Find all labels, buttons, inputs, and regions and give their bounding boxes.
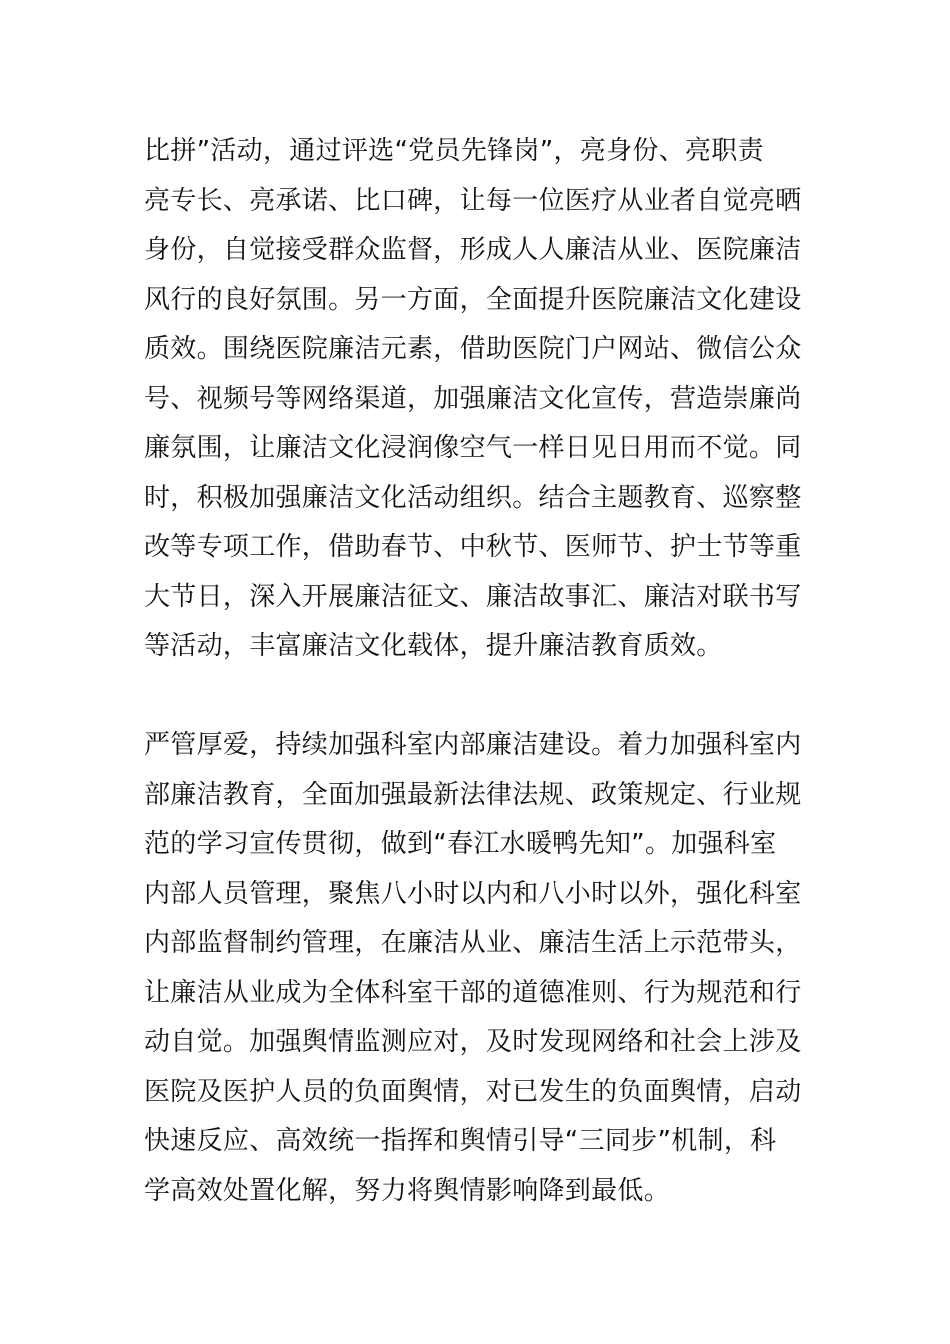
text-line: 等活动，丰富廉洁文化载体，提升廉洁教育质效。 xyxy=(144,631,723,661)
text-line: 大节日，深入开展廉洁征文、廉洁故事汇、廉洁对联书写 xyxy=(144,581,802,612)
text-line: 内部人员管理，聚焦八小时以内和八小时以外，强化科室 xyxy=(144,878,802,909)
text-line: 时，积极加强廉洁文化活动组织。结合主题教育、巡察整 xyxy=(144,482,802,513)
text-line: 动自觉。加强舆情监测应对，及时发现网络和社会上涉及 xyxy=(144,1027,802,1057)
text-line: 部廉洁教育，全面加强最新法律法规、政策规定、行业规 xyxy=(144,779,802,810)
text-line: 快速反应、高效统一指挥和舆情引导“三同步”机制，科 xyxy=(144,1126,777,1156)
text-line: 范的学习宣传贯彻，做到“春江水暖鸭先知”。加强科室 xyxy=(144,829,777,859)
text-line: 身份，自觉接受群众监督，形成人人廉洁从业、医院廉洁 xyxy=(144,235,802,265)
text-line: 亮专长、亮承诺、比口碑，让每一位医疗从业者自觉亮晒 xyxy=(144,185,802,216)
text-line: 严管厚爱，持续加强科室内部廉洁建设。着力加强科室内 xyxy=(144,730,802,760)
text-line: 号、视频号等网络渠道，加强廉洁文化宣传，营造崇廉尚 xyxy=(144,383,802,414)
text-line: 让廉洁从业成为全体科室干部的道德准则、行为规范和行 xyxy=(144,977,802,1008)
paragraph-2 xyxy=(144,721,816,1216)
text-line: 廉氛围，让廉洁文化浸润像空气一样日见日用而不觉。同 xyxy=(144,433,802,463)
text-line: 医院及医护人员的负面舆情，对已发生的负面舆情，启动 xyxy=(144,1076,802,1107)
text-line: 比拼”活动，通过评选“党员先锋岗”，亮身份、亮职责 xyxy=(144,136,764,166)
text-line: 风行的良好氛围。另一方面，全面提升医院廉洁文化建设 xyxy=(144,284,802,315)
text-line: 改等专项工作，借助春节、中秋节、医师节、护士节等重 xyxy=(144,532,802,562)
text-line: 学高效处置化解，努力将舆情影响降到最低。 xyxy=(144,1175,671,1206)
paragraph-1 xyxy=(144,127,816,672)
text-line: 质效。围绕医院廉洁元素，借助医院门户网站、微信公众 xyxy=(144,334,802,364)
text-line: 内部监督制约管理，在廉洁从业、廉洁生活上示范带头， xyxy=(144,928,802,958)
